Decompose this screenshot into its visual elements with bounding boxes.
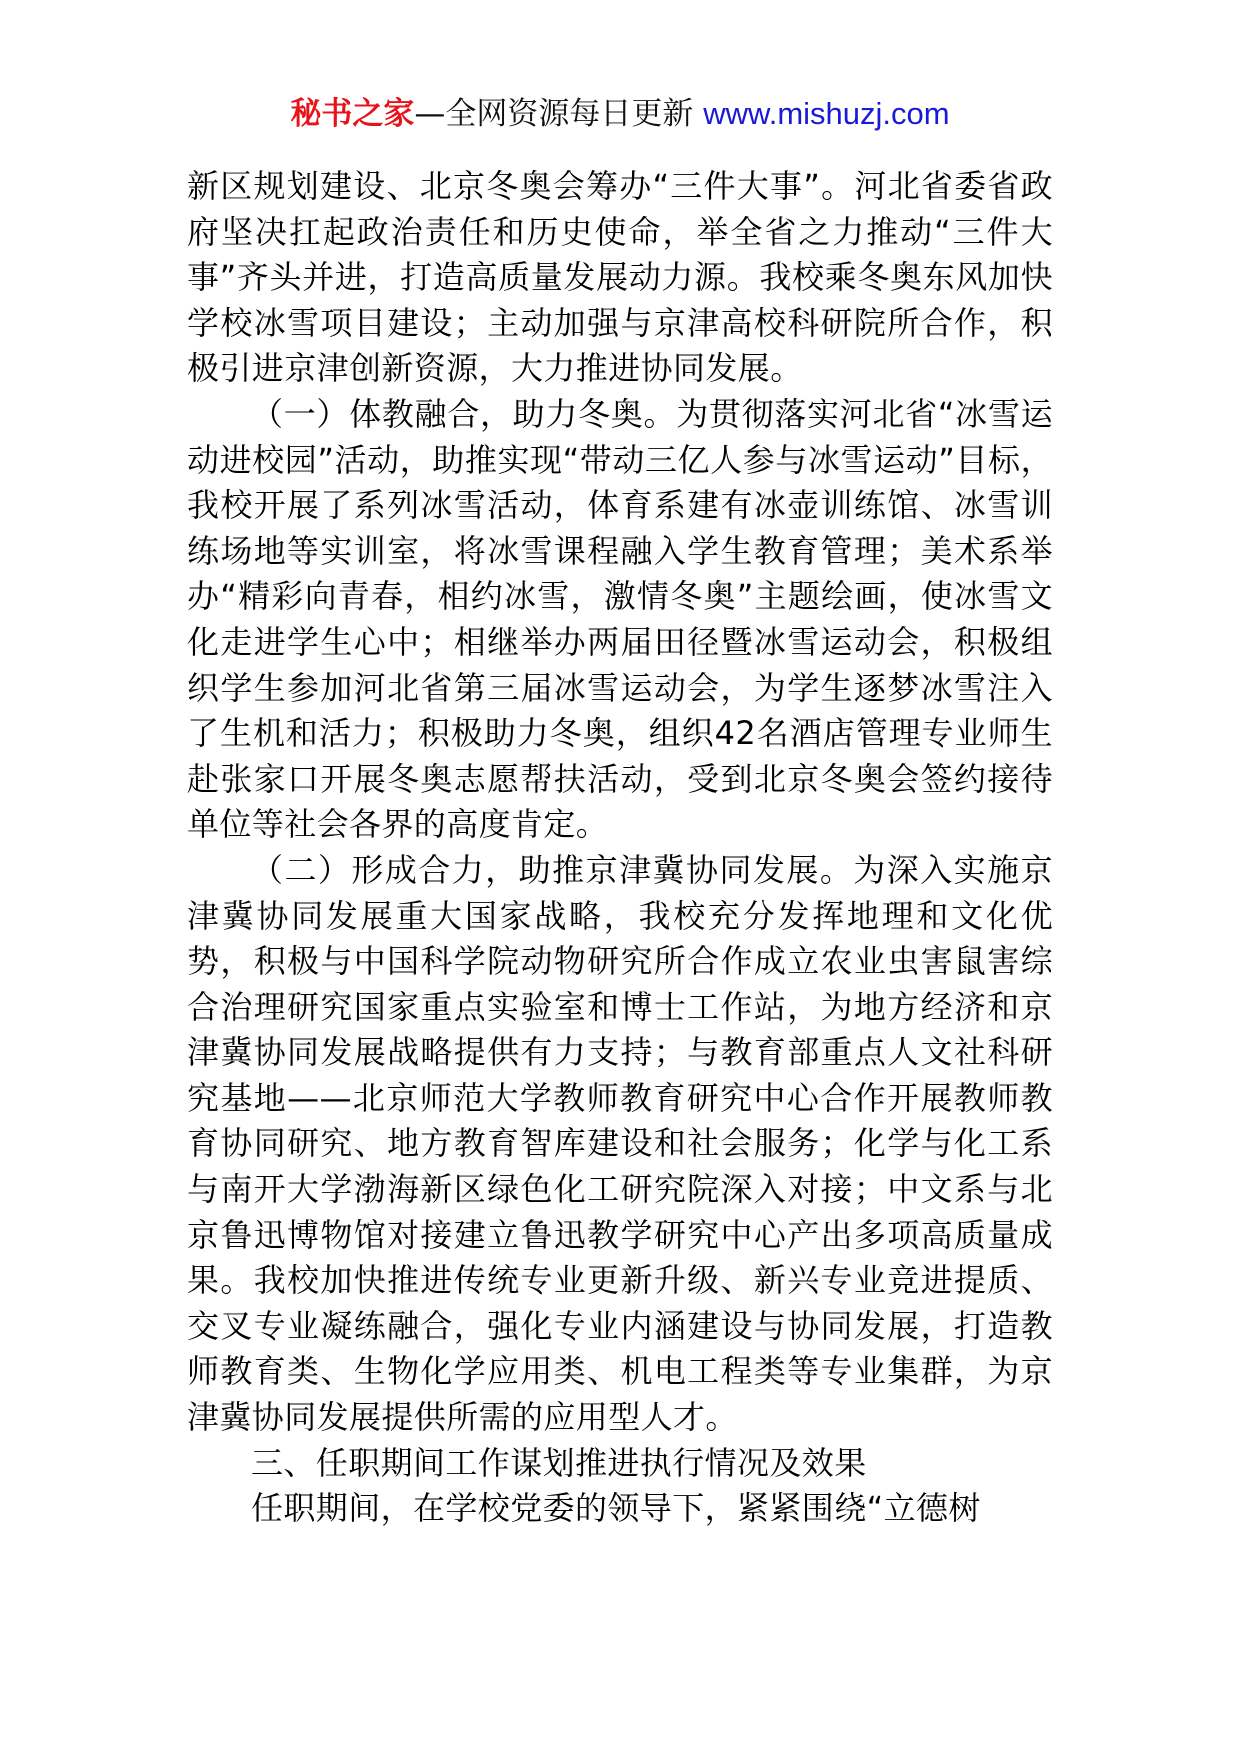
paragraph-section-one: （一）体教融合，助力冬奥。为贯彻落实河北省“冰雪运动进校园”活动，助推实现“带动三亿人参与冰雪运动”目标，我校开展了系列冰雪活动，体育系建有冰壶训练馆、冰雪训练场地等实训室，将冰雪课程融入学生教育管理；美术系举办“精彩向青春，相约冰雪，激情冬奥”主题绘画，使冰雪文化走进学生心中；相继举办两届田径暨冰雪运动会，积极组织学生参加河北省第三届冰雪运动会，为学生逐梦冰雪注入了生机和活力；积极助力冬奥，组织42名酒店管理专业师生赴张家口开展冬奥志愿帮扶活动，受到北京冬奥会签约接待单位等社会各界的高度肯定。	[187, 394, 1053, 844]
site-url-link[interactable]: www.mishuzj.com	[703, 96, 950, 131]
paragraph-section-two: （二）形成合力，助推京津冀协同发展。为深入实施京津冀协同发展重大国家战略，我校充分发挥地理和文化优势，积极与中国科学院动物研究所合作成立农业虫害鼠害综合治理研究国家重点实验室和博士工作站，为地方经济和京津冀协同发展战略提供有力支持；与教育部重点人文社科研究基地——北京师范大学教师教育研究中心合作开展教师教育协同研究、地方教育智库建设和社会服务；化学与化工系与南开大学渤海新区绿色化工研究院深入对接；中文系与北京鲁迅博物馆对接建立鲁迅教学研究中心产出多项高质量成果。我校加快推进传统专业更新升级、新兴专业竞进提质、交叉专业凝练融合，强化专业内涵建设与协同发展，打造教师教育类、生物化学应用类、机电工程类等专业集群，为京津冀协同发展提供所需的应用型人才。	[187, 850, 1053, 1437]
paragraph-continuation: 新区规划建设、北京冬奥会筹办“三件大事”。河北省委省政府坚决扛起政治责任和历史使命，举全省之力推动“三件大事”齐头并进，打造高质量发展动力源。我校乘冬奥东风加快学校冰雪项目建设；主动加强与京津高校科研院所合作，积极引进京津创新资源，大力推进协同发展。	[187, 167, 1053, 388]
section-heading-three: 三、任职期间工作谋划推进执行情况及效果	[251, 1443, 867, 1482]
document-body	[187, 164, 1053, 1532]
page-header	[0, 92, 1240, 136]
brand-name: 秘书之家	[290, 96, 415, 132]
header-tagline: —全网资源每日更新	[414, 96, 704, 132]
paragraph-section-three: 任职期间，在学校党委的领导下，紧紧围绕“立德树	[251, 1489, 981, 1528]
